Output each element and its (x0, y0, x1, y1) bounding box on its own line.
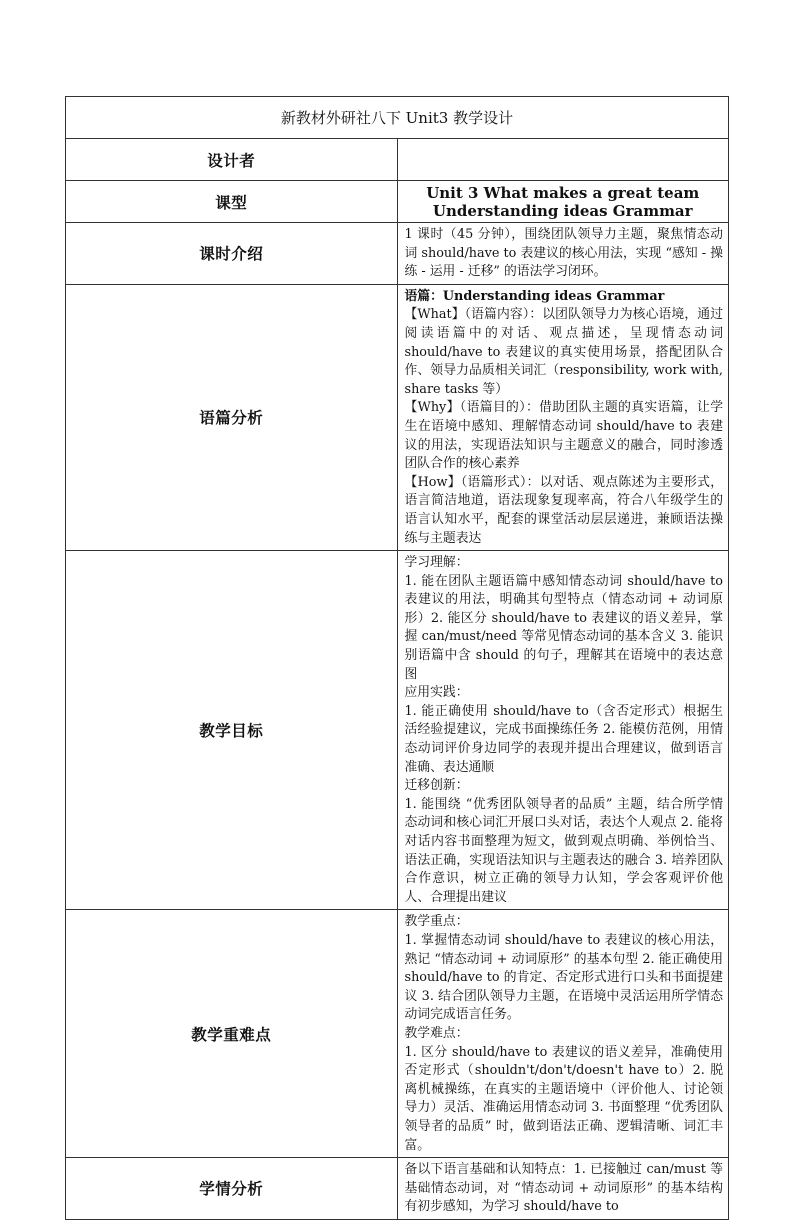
objectives-label: 教学目标 (66, 551, 398, 910)
key-points-text-2: 1. 区分 should/have to 表建议的语义差异，准确使用否定形式（shouldn't/don't/doesn't have to）2. 脱离机械操练，在真实的主题语境中（评价他人、讨论领导力）灵活、准确运用情态动词 3. 书面整理 “优秀团队领导者的品质” 时，做到语法正确、逻辑清晰、词汇丰富。 (404, 1044, 723, 1153)
intro-row (66, 223, 729, 285)
document-title: 新教材外研社八下 Unit3 教学设计 (66, 97, 729, 139)
objectives-heading-1: 学习理解： (404, 555, 469, 571)
text-analysis-heading: 语篇：Understanding ideas Grammar (404, 288, 665, 304)
objectives-heading-3: 迁移创新： (404, 778, 469, 794)
key-points-content (397, 910, 729, 1158)
key-points-label: 教学重难点 (66, 910, 398, 1158)
lesson-type-row (66, 181, 729, 223)
lesson-plan-table (65, 96, 729, 1220)
text-analysis-row (66, 284, 729, 550)
lesson-plan-page (65, 96, 729, 1220)
objectives-heading-2: 应用实践： (404, 685, 469, 701)
objectives-content (397, 551, 729, 910)
objectives-text-3: 1. 能围绕 “优秀团队领导者的品质” 主题，结合所学情态动词和核心词汇开展口头对话，表达个人观点 2. 能将对话内容书面整理为短文，做到观点明确、举例恰当、语法正确，实现语法知识与主题表达的融合 3. 培养团队合作意识，树立正确的领导力认知，学会客观评价他人、合理提出建议 (404, 796, 723, 905)
objectives-text-1: 1. 能在团队主题语篇中感知情态动词 should/have to 表建议的用法，明确其句型特点（情态动词 + 动词原形）2. 能区分 should/have to 表建议的语义差异，掌握 can/must/need 等常见情态动词的基本含义 3. 能识别语篇中含 should 的句子，理解其在语境中的表达意图 (404, 573, 723, 682)
text-analysis-label: 语篇分析 (66, 284, 398, 550)
lesson-type-label: 课型 (66, 181, 398, 223)
designer-label: 设计者 (66, 139, 398, 181)
designer-value (397, 139, 729, 181)
intro-text: 1 课时（45 分钟），围绕团队领导力主题，聚焦情态动词 should/have to 表建议的核心用法，实现 “感知 - 操练 - 运用 - 迁移” 的语法学习闭环。 (397, 223, 729, 285)
text-analysis-what: 【What】（语篇内容）：以团队领导力为核心语境，通过阅读语篇中的对话、观点描述，呈现情态动词 should/have to 表建议的真实使用场景，搭配团队合作、领导力品质相关词汇（responsibility, work with, share tasks 等） (404, 307, 723, 397)
intro-label: 课时介绍 (66, 223, 398, 285)
learners-label: 学情分析 (66, 1158, 398, 1220)
text-analysis-why: 【Why】（语篇目的）：借助团队主题的真实语篇，让学生在语境中感知、理解情态动词 should/have to 表建议的用法，实现语法知识与主题意义的融合，同时渗透团队合作的核心素养 (404, 400, 723, 472)
key-points-heading-1: 教学重点： (404, 914, 469, 930)
lesson-type-value: Unit 3 What makes a great team Understanding ideas Grammar (397, 181, 729, 223)
text-analysis-content (397, 284, 729, 550)
designer-row (66, 139, 729, 181)
text-analysis-how: 【How】（语篇形式）：以对话、观点陈述为主要形式，语言简洁地道，语法现象复现率高，符合八年级学生的语言认知水平，配套的课堂活动层层递进，兼顾语法操练与主题表达 (404, 474, 723, 546)
key-points-row (66, 910, 729, 1158)
key-points-text-1: 1. 掌握情态动词 should/have to 表建议的核心用法，熟记 “情态动词 + 动词原形” 的基本句型 2. 能正确使用 should/have to 的肯定、否定形式进行口头和书面提建议 3. 结合团队领导力主题，在语境中灵活运用所学情态动词完成语言任务。 (404, 932, 723, 1023)
objectives-text-2: 1. 能正确使用 should/have to（含否定形式）根据生活经验提建议，完成书面操练任务 2. 能模仿范例，用情态动词评价身边同学的表现并提出合理建议，做到语言准确、表达通顺 (404, 703, 723, 775)
learners-text: 备以下语言基础和认知特点：1. 已接触过 can/must 等基础情态动词，对 “情态动词 + 动词原形” 的基本结构有初步感知，为学习 should/have to (397, 1158, 729, 1220)
key-points-heading-2: 教学难点： (404, 1025, 469, 1041)
learners-row (66, 1158, 729, 1220)
objectives-row (66, 551, 729, 910)
title-row (66, 97, 729, 139)
